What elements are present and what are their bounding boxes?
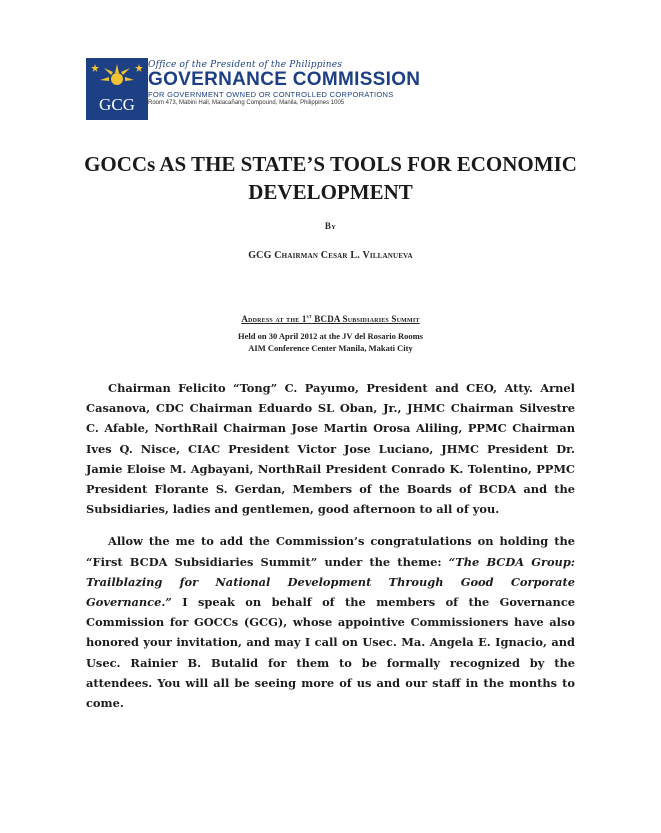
- logo-text: GCG: [99, 95, 135, 114]
- letterhead: [86, 58, 506, 122]
- event-address: [0, 314, 661, 324]
- commission-name: GOVERNANCE COMMISSION: [148, 69, 421, 90]
- held-line: Held on 30 April 2012 at the JV del Rosario Rooms: [238, 331, 423, 341]
- commission-subtitle: FOR GOVERNMENT OWNED OR CONTROLLED CORPORATIONS: [148, 90, 394, 99]
- event-details: [0, 330, 661, 354]
- venue-line: AIM Conference Center Manila, Makati City: [248, 343, 413, 353]
- document-title: [60, 150, 601, 206]
- address-sup: st: [306, 314, 312, 320]
- author-line: GCG Chairman Cesar L. Villanueva: [248, 250, 413, 261]
- gcg-logo: [86, 58, 148, 120]
- title-line-2: DEVELOPMENT: [248, 180, 413, 204]
- office-line: Office of the President of the Philippines: [148, 60, 343, 70]
- paragraph-2: [86, 531, 575, 713]
- paragraph-2-start: Allow the me to add the Commission’s congratulations on holding the “First BCDA Subsidiaries Summit” under the theme:: [86, 534, 575, 569]
- by-line: By: [324, 221, 337, 231]
- address-post: BCDA Subsidiaries Summit: [311, 314, 420, 324]
- title-line-1: GOCCs AS THE STATE’S TOOLS FOR ECONOMIC: [84, 152, 577, 176]
- speech-body: [86, 378, 575, 713]
- letterhead-text: [148, 58, 420, 108]
- commission-address: Room 473, Mabini Hall, Malacañang Compound, Manila, Philippines 1005: [148, 100, 345, 106]
- paragraph-1: Chairman Felicito “Tong” C. Payumo, President and CEO, Atty. Arnel Casanova, CDC Chairman Eduardo SL Oban, Jr., JHMC Chairman Silvestre C. Afable, NorthRail Chairman Jose Martin Orosa Aliling, PPMC Chairman Ives Q. Nisce, CIAC President Victor Jose Luciano, JHMC President Dr. Jamie Eloise M. Agbayani, NorthRail President Conrado K. Tolentino, PPMC President Florante S. Gerdan, Members of the Boards of BCDA and the Subsidiaries, ladies and gentlemen, good afternoon to all of you.: [86, 381, 575, 517]
- theme-quote: “The BCDA Group: Trailblazing for National Development Through Good Corporate Governance.”: [86, 554, 575, 610]
- address-pre: Address at the 1: [241, 314, 307, 324]
- paragraph-2-end: I speak on behalf of the members of the Governance Commission for GOCCs (GCG), whose appointive Commissioners have also honored your invitation, and may I call on Usec. Ma. Angela E. Ignacio, and Usec. Rainier B. Butalid for them to be formally recognized by the attendees. You will all be seeing more of us and our staff in the months to come.: [86, 595, 575, 711]
